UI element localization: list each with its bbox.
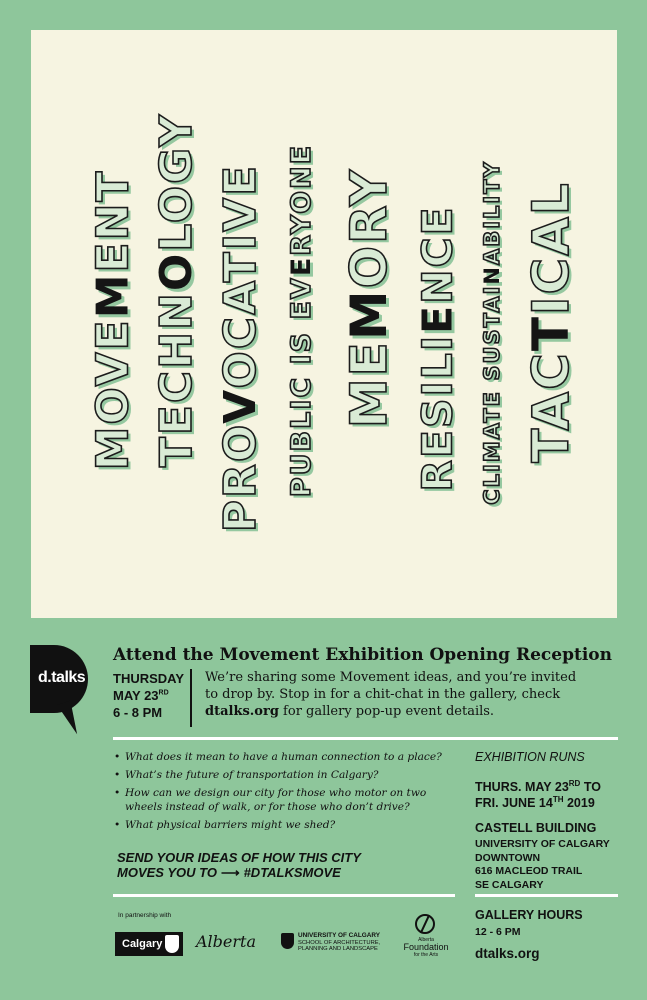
word-technology: TECHNOLOGY <box>151 112 203 468</box>
question-item: • What does it mean to have a human connection to a place? <box>114 750 454 764</box>
exhibition-runs-label: EXHIBITION RUNS <box>475 750 585 764</box>
building-address: UNIVERSITY OF CALGARY DOWNTOWN 616 MACLEOD TRAIL SE CALGARY <box>475 838 610 891</box>
partnership-label: In partnership with <box>118 912 172 919</box>
word-resilience: RESILIENCE <box>413 204 462 492</box>
building-name: CASTELL BUILDING <box>475 821 597 835</box>
dtalks-logo-tail <box>57 701 81 738</box>
typography-panel <box>31 30 617 618</box>
alberta-foundation-arts-logo: Alberta Foundation for the Arts <box>403 937 449 958</box>
word-movement: MOVEMENT <box>86 169 138 471</box>
event-date: MAY 23RD <box>113 688 169 703</box>
divider-right-bottom <box>475 894 618 897</box>
event-time: 6 - 8 PM <box>113 705 163 720</box>
divider-top <box>113 737 618 740</box>
alberta-logo: Alberta <box>196 932 256 951</box>
event-heading: Attend the Movement Exhibition Opening Reception <box>113 645 612 665</box>
hashtag: #DTALKSMOVE <box>243 865 341 880</box>
question-item: • What physical barriers might we shed? <box>114 818 454 832</box>
city-of-calgary-logo: Calgary <box>115 932 183 956</box>
question-item: • What’s the future of transportation in Calgary? <box>114 768 454 782</box>
gallery-hours-label: GALLERY HOURS <box>475 908 583 922</box>
crest-icon <box>165 935 179 953</box>
dtalks-logo-text: d.talks <box>38 669 86 686</box>
call-to-action: SEND YOUR IDEAS OF HOW THIS CITY MOVES YOU TO ⟶ #DTALKSMOVE <box>117 850 361 880</box>
website-link[interactable]: dtalks.org <box>475 946 540 961</box>
uofc-logo: UNIVERSITY OF CALGARY SCHOOL OF ARCHITECTURE, PLANNING AND LANDSCAPE <box>298 932 381 952</box>
arrow-right-icon: ⟶ <box>220 865 240 880</box>
event-when <box>113 670 184 721</box>
word-tactical: TACTICAL <box>521 181 580 463</box>
uofc-shield-icon <box>281 933 294 949</box>
divider-vertical <box>190 669 192 727</box>
divider-left-bottom <box>113 894 455 897</box>
dtalks-link[interactable]: dtalks.org <box>205 704 279 719</box>
afa-emblem-icon <box>415 914 435 934</box>
event-description: We’re sharing some Movement ideas, and you’re invited to drop by. Stop in for a chit-chat in the gallery, check dtalks.org for gallery pop-up event details. <box>205 670 577 719</box>
event-day: THURSDAY <box>113 671 185 686</box>
gallery-hours: 12 - 6 PM <box>475 926 521 938</box>
word-provocative: PROVOCATIVE <box>215 163 267 533</box>
word-public-is-everyone: PUBLIC IS EVERYONE <box>285 143 317 497</box>
word-climate-sustainability: CLIMATE SUSTAINABILITY <box>479 159 504 505</box>
question-list <box>114 750 454 836</box>
exhibition-dates: THURS. MAY 23RD TO FRI. JUNE 14TH 2019 <box>475 778 601 810</box>
question-item: • How can we design our city for those who motor on two wheels instead of walk, or for those who don’t drive? <box>114 786 454 814</box>
word-memory: MEMORY <box>340 167 399 429</box>
